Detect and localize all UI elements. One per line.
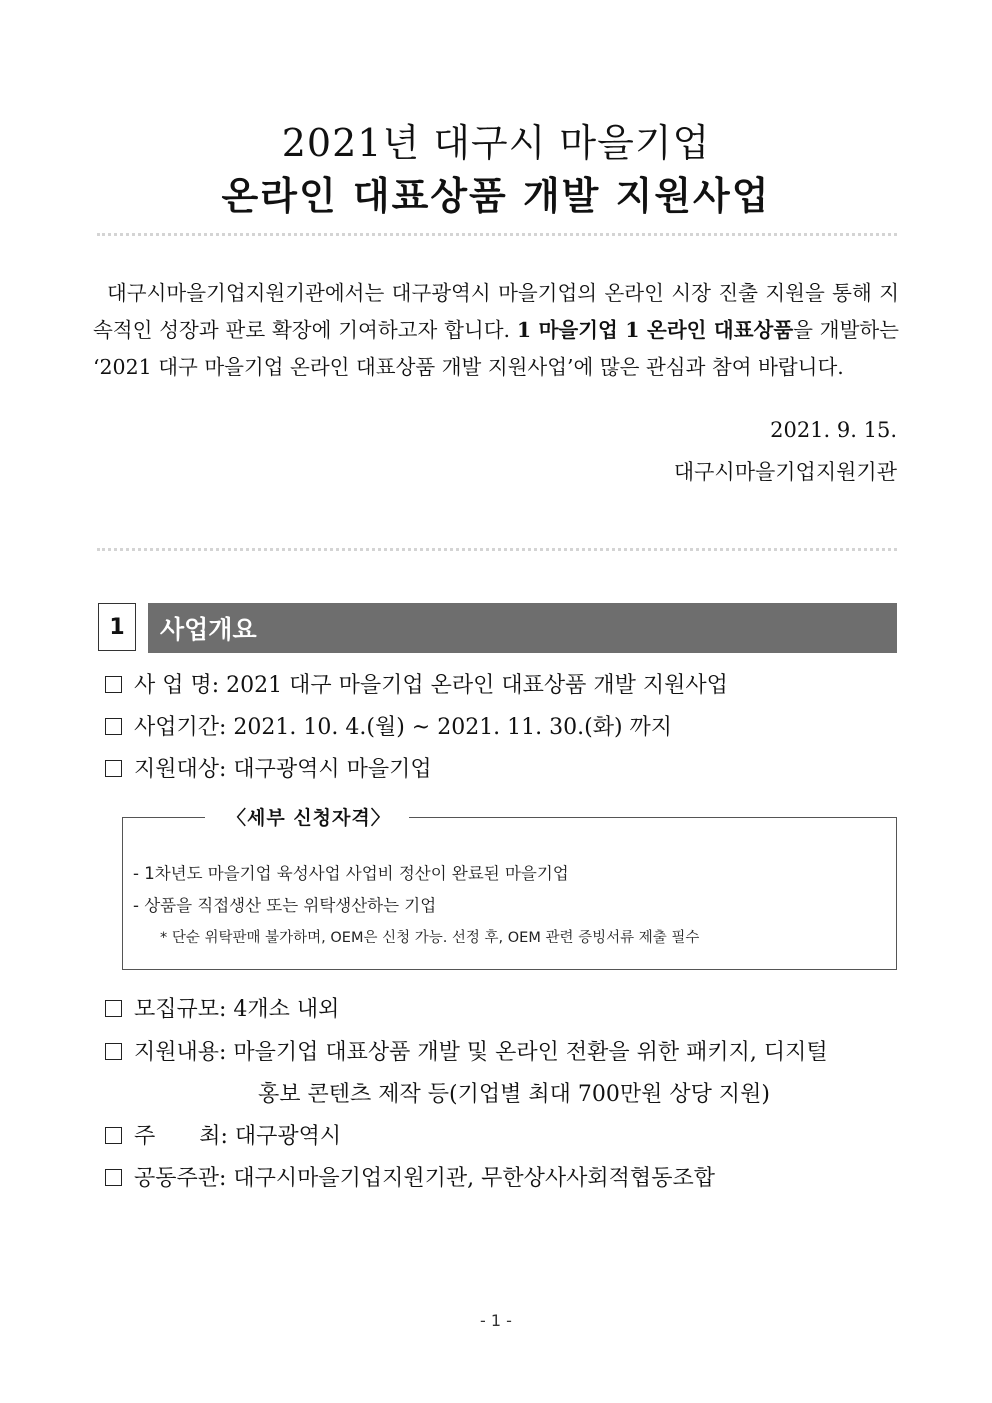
item-recruit-scale <box>105 992 339 1023</box>
announcement-date: 2021. 9. 15. <box>770 418 897 442</box>
item-host <box>105 1119 341 1150</box>
item-text: 사업기간: 2021. 10. 4.(월) ~ 2021. 11. 30.(화) 까지 <box>134 715 673 740</box>
checkbox-icon <box>105 718 122 735</box>
intro-text-b: 을 개발하는 ‘2021 대구 마을기업 온라인 대표상품 개발 지원사업’에 많은 관심과 참여 바랍니다. <box>93 318 899 379</box>
announcement-org: 대구시마을기업지원기관 <box>673 460 897 484</box>
item-project-period <box>105 710 672 741</box>
item-cohost <box>105 1161 715 1192</box>
section-number: 1 <box>98 603 136 651</box>
item-support-target <box>105 752 432 783</box>
item-text: 지원내용: 마을기업 대표상품 개발 및 온라인 전환을 위한 패키지, 디지털 <box>134 1040 828 1065</box>
checkbox-icon <box>105 760 122 777</box>
section-title-bar <box>148 603 897 653</box>
qualification-note: * 단순 위탁판매 불가하며, OEM은 신청 가능. 선정 후, OEM 관련 증빙서류 제출 필수 <box>160 930 700 946</box>
item-text: 주 최: 대구광역시 <box>134 1124 342 1149</box>
item-text: 모집규모: 4개소 내외 <box>134 997 340 1022</box>
checkbox-icon <box>105 1127 122 1144</box>
checkbox-icon <box>105 1043 122 1060</box>
intro-text-a: 대구시마을기업지원기관에서는 대구광역시 마을기업의 온라인 시장 진출 지원을 통해 지속적인 성장과 판로 확장에 기여하고자 합니다. <box>93 281 899 342</box>
item-project-name <box>105 668 728 699</box>
item-support-content <box>105 1035 828 1066</box>
section-title: 사업개요 <box>160 615 257 644</box>
item-text: 지원대상: 대구광역시 마을기업 <box>134 757 432 782</box>
qualification-title: 〈세부 신청자격〉 <box>205 803 409 830</box>
item-support-content-continued: 홍보 콘텐츠 제작 등(기업별 최대 700만원 상당 지원) <box>258 1082 770 1107</box>
intro-text-bold: 1 마을기업 1 온라인 대표상품 <box>516 318 794 342</box>
dotted-divider-top <box>97 233 897 236</box>
document-title-line1: 2021년 대구시 마을기업 <box>281 121 711 165</box>
page-number: - 1 - <box>480 1311 512 1330</box>
checkbox-icon <box>105 1000 122 1017</box>
checkbox-icon <box>105 676 122 693</box>
document-title-line2: 온라인 대표상품 개발 지원사업 <box>221 173 771 218</box>
checkbox-icon <box>105 1169 122 1186</box>
item-text: 사 업 명: 2021 대구 마을기업 온라인 대표상품 개발 지원사업 <box>134 673 728 698</box>
dotted-divider-bottom <box>97 548 897 551</box>
qualification-line1: - 1차년도 마을기업 육성사업 사업비 정산이 완료된 마을기업 <box>133 864 569 883</box>
intro-paragraph <box>93 275 899 386</box>
item-text: 공동주관: 대구시마을기업지원기관, 무한상사사회적협동조합 <box>134 1166 715 1191</box>
qualification-line2: - 상품을 직접생산 또는 위탁생산하는 기업 <box>133 896 437 915</box>
